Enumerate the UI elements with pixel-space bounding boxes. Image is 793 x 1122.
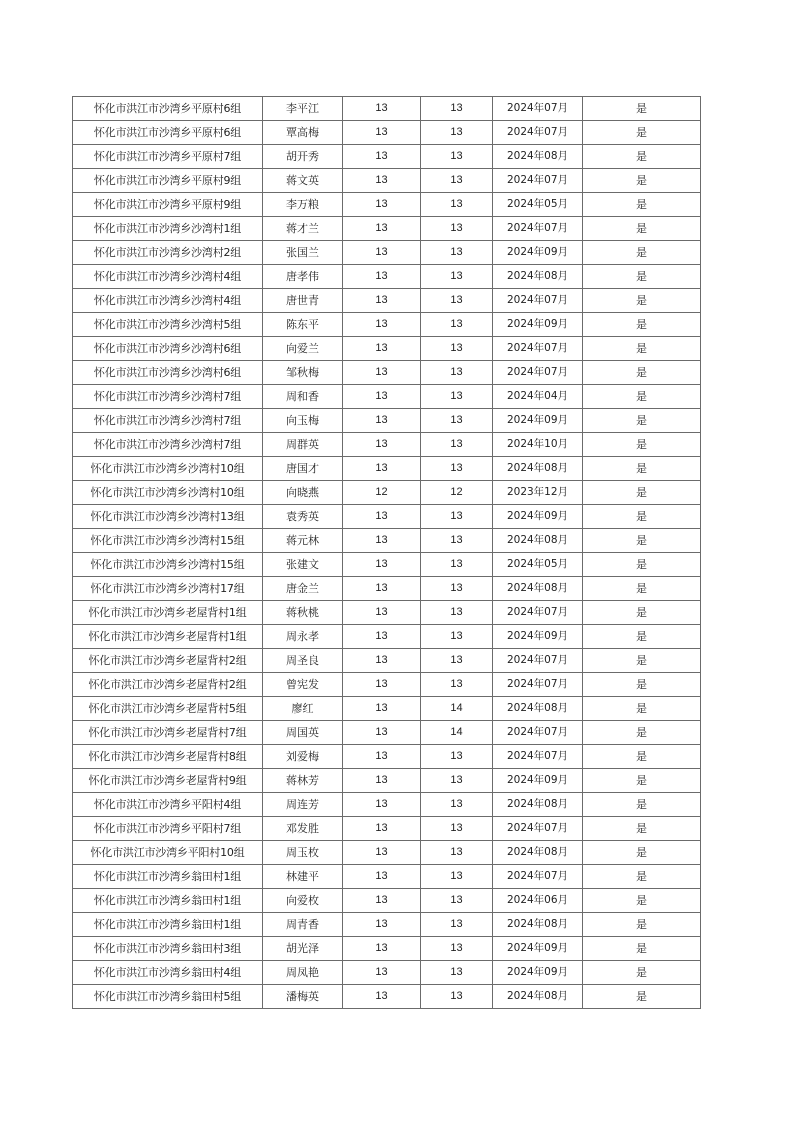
date-cell: 2024年09月 <box>493 313 583 337</box>
name-cell: 袁秀英 <box>263 505 343 529</box>
address-cell: 怀化市洪江市沙湾乡平阳村10组 <box>73 841 263 865</box>
total-cell: 13 <box>421 361 493 385</box>
flag-cell: 是 <box>583 505 701 529</box>
name-cell: 李万粮 <box>263 193 343 217</box>
count-cell: 13 <box>343 577 421 601</box>
count-cell: 13 <box>343 889 421 913</box>
flag-cell: 是 <box>583 529 701 553</box>
table-row <box>73 529 701 553</box>
name-cell: 邓发胜 <box>263 817 343 841</box>
total-cell: 13 <box>421 217 493 241</box>
table-row <box>73 793 701 817</box>
table-row <box>73 193 701 217</box>
address-cell: 怀化市洪江市沙湾乡沙湾村17组 <box>73 577 263 601</box>
total-cell: 13 <box>421 409 493 433</box>
name-cell: 向玉梅 <box>263 409 343 433</box>
flag-cell: 是 <box>583 241 701 265</box>
count-cell: 13 <box>343 505 421 529</box>
table-row <box>73 241 701 265</box>
flag-cell: 是 <box>583 433 701 457</box>
total-cell: 13 <box>421 265 493 289</box>
name-cell: 李平江 <box>263 97 343 121</box>
date-cell: 2024年09月 <box>493 409 583 433</box>
address-cell: 怀化市洪江市沙湾乡沙湾村7组 <box>73 433 263 457</box>
total-cell: 13 <box>421 433 493 457</box>
count-cell: 13 <box>343 337 421 361</box>
table-row <box>73 985 701 1009</box>
table-row <box>73 697 701 721</box>
flag-cell: 是 <box>583 673 701 697</box>
table-row <box>73 769 701 793</box>
flag-cell: 是 <box>583 697 701 721</box>
name-cell: 刘爱梅 <box>263 745 343 769</box>
flag-cell: 是 <box>583 913 701 937</box>
table-row <box>73 121 701 145</box>
date-cell: 2024年09月 <box>493 961 583 985</box>
flag-cell: 是 <box>583 577 701 601</box>
date-cell: 2024年08月 <box>493 577 583 601</box>
total-cell: 13 <box>421 793 493 817</box>
date-cell: 2024年10月 <box>493 433 583 457</box>
flag-cell: 是 <box>583 481 701 505</box>
flag-cell: 是 <box>583 265 701 289</box>
name-cell: 周凤艳 <box>263 961 343 985</box>
flag-cell: 是 <box>583 817 701 841</box>
date-cell: 2024年07月 <box>493 289 583 313</box>
date-cell: 2024年07月 <box>493 865 583 889</box>
address-cell: 怀化市洪江市沙湾乡沙湾村15组 <box>73 553 263 577</box>
flag-cell: 是 <box>583 889 701 913</box>
flag-cell: 是 <box>583 217 701 241</box>
roster-body <box>73 97 701 1009</box>
table-row <box>73 145 701 169</box>
total-cell: 13 <box>421 745 493 769</box>
count-cell: 13 <box>343 625 421 649</box>
name-cell: 周国英 <box>263 721 343 745</box>
date-cell: 2024年07月 <box>493 121 583 145</box>
count-cell: 13 <box>343 553 421 577</box>
table-row <box>73 385 701 409</box>
date-cell: 2024年08月 <box>493 985 583 1009</box>
table-row <box>73 625 701 649</box>
flag-cell: 是 <box>583 769 701 793</box>
table-row <box>73 889 701 913</box>
name-cell: 胡光泽 <box>263 937 343 961</box>
name-cell: 周圣良 <box>263 649 343 673</box>
table-row <box>73 937 701 961</box>
date-cell: 2024年09月 <box>493 505 583 529</box>
total-cell: 13 <box>421 385 493 409</box>
table-row <box>73 601 701 625</box>
flag-cell: 是 <box>583 169 701 193</box>
address-cell: 怀化市洪江市沙湾乡沙湾村5组 <box>73 313 263 337</box>
date-cell: 2024年07月 <box>493 721 583 745</box>
address-cell: 怀化市洪江市沙湾乡沙湾村6组 <box>73 337 263 361</box>
table-row <box>73 649 701 673</box>
address-cell: 怀化市洪江市沙湾乡老屋背村1组 <box>73 625 263 649</box>
address-cell: 怀化市洪江市沙湾乡沙湾村4组 <box>73 289 263 313</box>
count-cell: 13 <box>343 913 421 937</box>
date-cell: 2024年08月 <box>493 145 583 169</box>
flag-cell: 是 <box>583 97 701 121</box>
total-cell: 13 <box>421 553 493 577</box>
count-cell: 13 <box>343 937 421 961</box>
count-cell: 13 <box>343 241 421 265</box>
count-cell: 13 <box>343 313 421 337</box>
flag-cell: 是 <box>583 793 701 817</box>
count-cell: 13 <box>343 769 421 793</box>
name-cell: 廖红 <box>263 697 343 721</box>
date-cell: 2024年07月 <box>493 601 583 625</box>
count-cell: 13 <box>343 673 421 697</box>
flag-cell: 是 <box>583 985 701 1009</box>
count-cell: 13 <box>343 865 421 889</box>
count-cell: 13 <box>343 721 421 745</box>
table-row <box>73 673 701 697</box>
address-cell: 怀化市洪江市沙湾乡沙湾村7组 <box>73 385 263 409</box>
count-cell: 13 <box>343 841 421 865</box>
date-cell: 2024年05月 <box>493 193 583 217</box>
table-row <box>73 169 701 193</box>
date-cell: 2024年09月 <box>493 241 583 265</box>
total-cell: 13 <box>421 985 493 1009</box>
table-row <box>73 457 701 481</box>
total-cell: 14 <box>421 721 493 745</box>
count-cell: 13 <box>343 169 421 193</box>
date-cell: 2024年08月 <box>493 697 583 721</box>
date-cell: 2024年07月 <box>493 817 583 841</box>
name-cell: 唐国才 <box>263 457 343 481</box>
name-cell: 周和香 <box>263 385 343 409</box>
name-cell: 蒋元林 <box>263 529 343 553</box>
date-cell: 2024年08月 <box>493 913 583 937</box>
flag-cell: 是 <box>583 553 701 577</box>
flag-cell: 是 <box>583 745 701 769</box>
flag-cell: 是 <box>583 625 701 649</box>
date-cell: 2024年09月 <box>493 769 583 793</box>
name-cell: 周永孝 <box>263 625 343 649</box>
date-cell: 2024年08月 <box>493 841 583 865</box>
address-cell: 怀化市洪江市沙湾乡平阳村7组 <box>73 817 263 841</box>
name-cell: 覃高梅 <box>263 121 343 145</box>
count-cell: 13 <box>343 361 421 385</box>
count-cell: 13 <box>343 145 421 169</box>
total-cell: 13 <box>421 505 493 529</box>
table-row <box>73 217 701 241</box>
count-cell: 13 <box>343 289 421 313</box>
total-cell: 13 <box>421 241 493 265</box>
flag-cell: 是 <box>583 193 701 217</box>
table-row <box>73 913 701 937</box>
total-cell: 13 <box>421 289 493 313</box>
flag-cell: 是 <box>583 289 701 313</box>
flag-cell: 是 <box>583 145 701 169</box>
table-row <box>73 409 701 433</box>
count-cell: 13 <box>343 385 421 409</box>
count-cell: 13 <box>343 793 421 817</box>
count-cell: 13 <box>343 817 421 841</box>
address-cell: 怀化市洪江市沙湾乡翁田村1组 <box>73 865 263 889</box>
name-cell: 唐孝伟 <box>263 265 343 289</box>
name-cell: 曾宪发 <box>263 673 343 697</box>
date-cell: 2024年09月 <box>493 625 583 649</box>
table-row <box>73 961 701 985</box>
table-row <box>73 337 701 361</box>
name-cell: 陈东平 <box>263 313 343 337</box>
address-cell: 怀化市洪江市沙湾乡平原村9组 <box>73 169 263 193</box>
total-cell: 13 <box>421 865 493 889</box>
table-row <box>73 817 701 841</box>
total-cell: 13 <box>421 529 493 553</box>
name-cell: 蒋林芳 <box>263 769 343 793</box>
name-cell: 唐世青 <box>263 289 343 313</box>
name-cell: 张国兰 <box>263 241 343 265</box>
date-cell: 2024年08月 <box>493 793 583 817</box>
count-cell: 13 <box>343 745 421 769</box>
name-cell: 邹秋梅 <box>263 361 343 385</box>
total-cell: 12 <box>421 481 493 505</box>
roster-table <box>72 96 701 1009</box>
date-cell: 2024年07月 <box>493 337 583 361</box>
flag-cell: 是 <box>583 409 701 433</box>
address-cell: 怀化市洪江市沙湾乡翁田村5组 <box>73 985 263 1009</box>
name-cell: 潘梅英 <box>263 985 343 1009</box>
date-cell: 2024年07月 <box>493 649 583 673</box>
address-cell: 怀化市洪江市沙湾乡沙湾村7组 <box>73 409 263 433</box>
name-cell: 胡开秀 <box>263 145 343 169</box>
count-cell: 13 <box>343 985 421 1009</box>
address-cell: 怀化市洪江市沙湾乡平原村7组 <box>73 145 263 169</box>
name-cell: 周群英 <box>263 433 343 457</box>
date-cell: 2024年08月 <box>493 529 583 553</box>
count-cell: 13 <box>343 217 421 241</box>
count-cell: 13 <box>343 697 421 721</box>
count-cell: 13 <box>343 601 421 625</box>
address-cell: 怀化市洪江市沙湾乡平原村6组 <box>73 97 263 121</box>
name-cell: 向爱枚 <box>263 889 343 913</box>
address-cell: 怀化市洪江市沙湾乡沙湾村1组 <box>73 217 263 241</box>
count-cell: 13 <box>343 961 421 985</box>
flag-cell: 是 <box>583 385 701 409</box>
total-cell: 13 <box>421 601 493 625</box>
total-cell: 13 <box>421 193 493 217</box>
table-row <box>73 265 701 289</box>
address-cell: 怀化市洪江市沙湾乡翁田村1组 <box>73 913 263 937</box>
count-cell: 13 <box>343 529 421 553</box>
count-cell: 13 <box>343 649 421 673</box>
name-cell: 蒋文英 <box>263 169 343 193</box>
name-cell: 向爱兰 <box>263 337 343 361</box>
count-cell: 12 <box>343 481 421 505</box>
address-cell: 怀化市洪江市沙湾乡翁田村4组 <box>73 961 263 985</box>
address-cell: 怀化市洪江市沙湾乡平原村9组 <box>73 193 263 217</box>
flag-cell: 是 <box>583 721 701 745</box>
table-row <box>73 433 701 457</box>
total-cell: 13 <box>421 625 493 649</box>
address-cell: 怀化市洪江市沙湾乡翁田村1组 <box>73 889 263 913</box>
address-cell: 怀化市洪江市沙湾乡沙湾村10组 <box>73 481 263 505</box>
address-cell: 怀化市洪江市沙湾乡沙湾村15组 <box>73 529 263 553</box>
flag-cell: 是 <box>583 313 701 337</box>
address-cell: 怀化市洪江市沙湾乡翁田村3组 <box>73 937 263 961</box>
address-cell: 怀化市洪江市沙湾乡老屋背村1组 <box>73 601 263 625</box>
address-cell: 怀化市洪江市沙湾乡老屋背村8组 <box>73 745 263 769</box>
name-cell: 蒋才兰 <box>263 217 343 241</box>
address-cell: 怀化市洪江市沙湾乡沙湾村6组 <box>73 361 263 385</box>
total-cell: 13 <box>421 841 493 865</box>
name-cell: 蒋秋桃 <box>263 601 343 625</box>
count-cell: 13 <box>343 409 421 433</box>
address-cell: 怀化市洪江市沙湾乡老屋背村7组 <box>73 721 263 745</box>
total-cell: 14 <box>421 697 493 721</box>
flag-cell: 是 <box>583 337 701 361</box>
date-cell: 2024年07月 <box>493 361 583 385</box>
flag-cell: 是 <box>583 841 701 865</box>
date-cell: 2024年06月 <box>493 889 583 913</box>
total-cell: 13 <box>421 145 493 169</box>
table-row <box>73 505 701 529</box>
total-cell: 13 <box>421 673 493 697</box>
count-cell: 13 <box>343 97 421 121</box>
name-cell: 周青香 <box>263 913 343 937</box>
table-row <box>73 745 701 769</box>
flag-cell: 是 <box>583 937 701 961</box>
address-cell: 怀化市洪江市沙湾乡沙湾村13组 <box>73 505 263 529</box>
name-cell: 张建文 <box>263 553 343 577</box>
total-cell: 13 <box>421 121 493 145</box>
flag-cell: 是 <box>583 961 701 985</box>
total-cell: 13 <box>421 769 493 793</box>
address-cell: 怀化市洪江市沙湾乡沙湾村4组 <box>73 265 263 289</box>
table-row <box>73 361 701 385</box>
total-cell: 13 <box>421 337 493 361</box>
total-cell: 13 <box>421 961 493 985</box>
name-cell: 唐金兰 <box>263 577 343 601</box>
address-cell: 怀化市洪江市沙湾乡老屋背村9组 <box>73 769 263 793</box>
table-row <box>73 841 701 865</box>
date-cell: 2024年07月 <box>493 673 583 697</box>
flag-cell: 是 <box>583 457 701 481</box>
total-cell: 13 <box>421 169 493 193</box>
address-cell: 怀化市洪江市沙湾乡沙湾村2组 <box>73 241 263 265</box>
date-cell: 2024年05月 <box>493 553 583 577</box>
date-cell: 2024年08月 <box>493 457 583 481</box>
table-row <box>73 865 701 889</box>
total-cell: 13 <box>421 937 493 961</box>
table-row <box>73 721 701 745</box>
total-cell: 13 <box>421 913 493 937</box>
name-cell: 向晓燕 <box>263 481 343 505</box>
total-cell: 13 <box>421 649 493 673</box>
total-cell: 13 <box>421 577 493 601</box>
total-cell: 13 <box>421 889 493 913</box>
date-cell: 2024年08月 <box>493 265 583 289</box>
address-cell: 怀化市洪江市沙湾乡沙湾村10组 <box>73 457 263 481</box>
date-cell: 2024年07月 <box>493 169 583 193</box>
table-row <box>73 481 701 505</box>
address-cell: 怀化市洪江市沙湾乡老屋背村2组 <box>73 649 263 673</box>
total-cell: 13 <box>421 457 493 481</box>
table-row <box>73 97 701 121</box>
total-cell: 13 <box>421 313 493 337</box>
date-cell: 2024年09月 <box>493 937 583 961</box>
flag-cell: 是 <box>583 865 701 889</box>
address-cell: 怀化市洪江市沙湾乡平阳村4组 <box>73 793 263 817</box>
date-cell: 2023年12月 <box>493 481 583 505</box>
flag-cell: 是 <box>583 361 701 385</box>
count-cell: 13 <box>343 265 421 289</box>
table-row <box>73 553 701 577</box>
date-cell: 2024年07月 <box>493 217 583 241</box>
flag-cell: 是 <box>583 121 701 145</box>
address-cell: 怀化市洪江市沙湾乡老屋背村5组 <box>73 697 263 721</box>
table-row <box>73 289 701 313</box>
address-cell: 怀化市洪江市沙湾乡老屋背村2组 <box>73 673 263 697</box>
date-cell: 2024年07月 <box>493 97 583 121</box>
name-cell: 周连芳 <box>263 793 343 817</box>
count-cell: 13 <box>343 193 421 217</box>
count-cell: 13 <box>343 457 421 481</box>
name-cell: 林建平 <box>263 865 343 889</box>
flag-cell: 是 <box>583 601 701 625</box>
table-row <box>73 577 701 601</box>
address-cell: 怀化市洪江市沙湾乡平原村6组 <box>73 121 263 145</box>
count-cell: 13 <box>343 121 421 145</box>
total-cell: 13 <box>421 817 493 841</box>
name-cell: 周玉枚 <box>263 841 343 865</box>
date-cell: 2024年07月 <box>493 745 583 769</box>
table-row <box>73 313 701 337</box>
count-cell: 13 <box>343 433 421 457</box>
date-cell: 2024年04月 <box>493 385 583 409</box>
total-cell: 13 <box>421 97 493 121</box>
flag-cell: 是 <box>583 649 701 673</box>
